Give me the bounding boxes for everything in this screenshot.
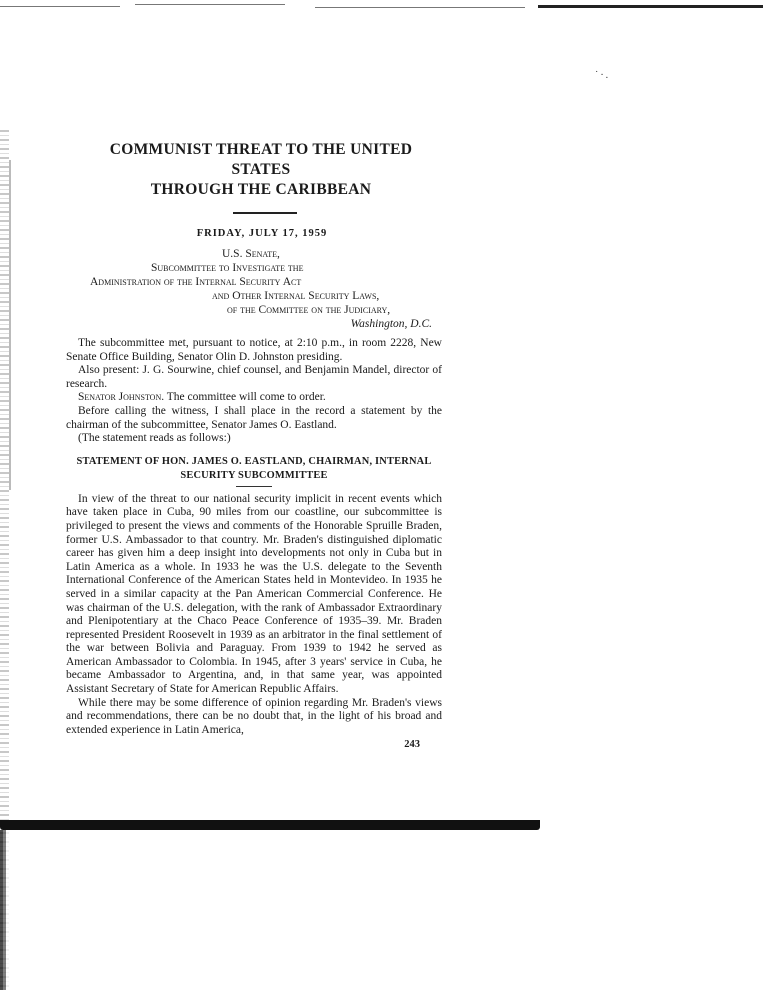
header-line: Washington, D.C.: [350, 318, 432, 330]
header-line: and Other Internal Security Laws,: [212, 290, 380, 302]
title-rule: [233, 212, 297, 214]
header-line: U.S. Senate,: [222, 248, 280, 260]
statement-heading-line-2: SECURITY SUBCOMMITTEE: [180, 469, 328, 481]
proceedings: [66, 337, 442, 446]
scan-bottom-shadow: [0, 830, 18, 990]
document-title: [80, 140, 442, 200]
speaker-name: Senator Johnston.: [78, 391, 165, 404]
scan-left-edge: [9, 160, 11, 490]
paragraph: Also present: J. G. Sourwine, chief counsel, and Benjamin Mandel, director of research.: [66, 364, 442, 390]
scan-line: [0, 6, 120, 7]
title-line-2: THROUGH THE CARIBBEAN: [150, 181, 372, 198]
header-line: Administration of the Internal Security Act: [90, 276, 302, 288]
paragraph: (The statement reads as follows:): [78, 432, 231, 445]
header-line: of the Committee on the Judiciary,: [227, 304, 391, 316]
statement-heading: [66, 455, 442, 483]
scan-line: [135, 4, 285, 5]
committee-header: [66, 247, 442, 331]
paragraph: While there may be some difference of opinion regarding Mr. Braden's views and recommendations, there can be no doubt that, in the light of his broad and extended experience in Latin America,: [66, 696, 442, 736]
hearing-date: FRIDAY, JULY 17, 1959: [196, 228, 328, 239]
paragraph: [66, 391, 442, 405]
header-line: Subcommittee to Investigate the: [151, 262, 304, 274]
scan-speck: ˙·.: [595, 70, 611, 81]
paragraph: The subcommittee met, pursuant to notice, at 2:10 p.m., in room 2228, New Senate Office Building, Senator Olin D. Johnston presiding.: [66, 337, 442, 363]
title-line-1: COMMUNIST THREAT TO THE UNITED STATES: [109, 141, 413, 178]
page-number: 243: [404, 739, 420, 751]
scan-line: [538, 5, 763, 8]
scan-top-edge: [0, 0, 763, 10]
statement-heading-line-1: STATEMENT OF HON. JAMES O. EASTLAND, CHAIRMAN, INTERNAL: [76, 455, 432, 467]
document-page: [66, 140, 442, 750]
scan-bottom-bar: [0, 820, 540, 830]
speaker-text: The committee will come to order.: [164, 391, 326, 404]
statement-rule: [236, 486, 272, 487]
paragraph: Before calling the witness, I shall place in the record a statement by the chairman of the subcommittee, Senator James O. Eastland.: [66, 404, 442, 431]
paragraph: In view of the threat to our national security implicit in recent events which have taken place in Cuba, 90 miles from our coastline, our subcommittee is privileged to present the views and comments of the Honorable Spruille Braden, former U.S. Ambassador to that country. Mr. Braden's distinguished diplomatic career has given him a deep insight into developments not only in Cuba but in Latin America as a whole. In 1933 he was the U.S. delegate to the Seventh International Conference of the American States held in Montevideo. In 1935 he served in a similar capacity at the Pan American Commercial Conference. He was chairman of the U.S. delegation, with the rank of Ambassador Extraordinary and Plenipotentiary at the Chaco Peace Conference of 1935–39. Mr. Braden represented President Roosevelt in 1939 as an arbitrator in the final settlement of the war between Bolivia and Paraguay. From 1939 to 1942 he served as American Ambassador to Colombia. In 1945, after 3 years' service in Cuba, he became Ambassador to Argentina, and, in that same year, was appointed Assistant Secretary of State for American Republic Affairs.: [66, 492, 442, 696]
scan-line: [315, 7, 525, 8]
